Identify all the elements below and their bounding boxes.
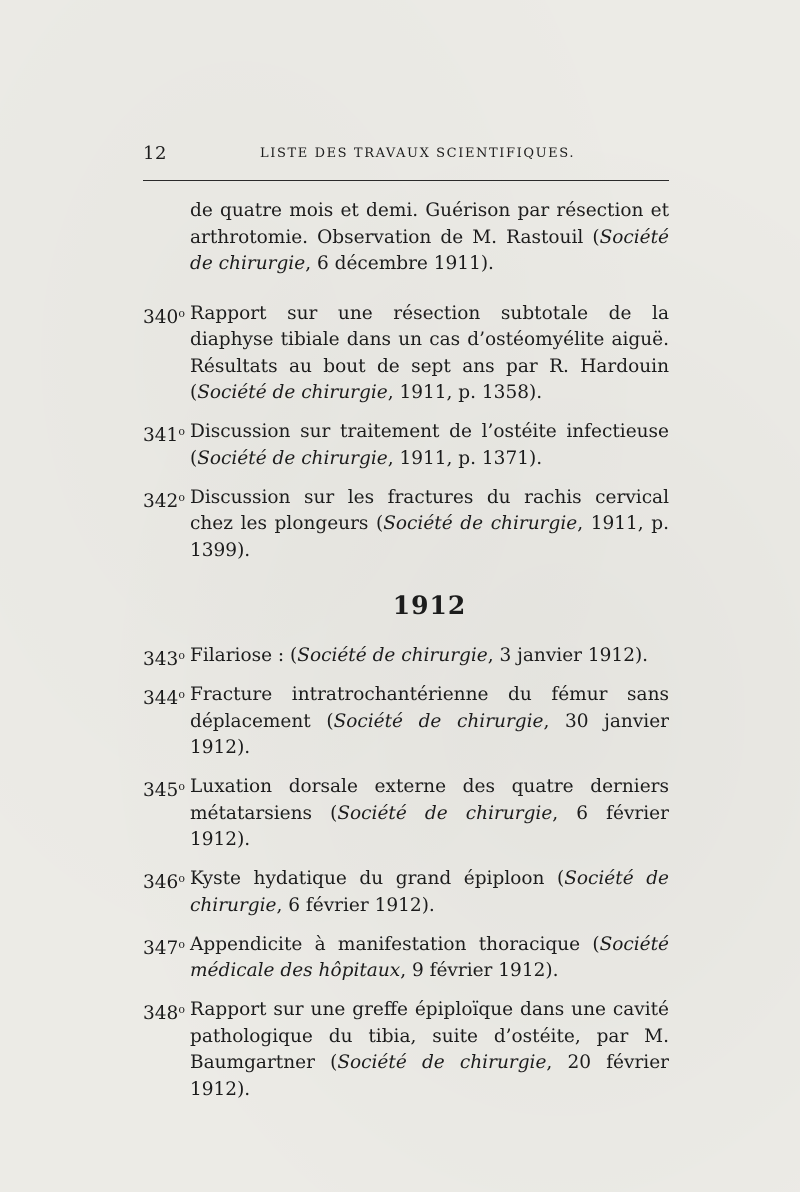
entry-text: , 1911, p. 1358). (387, 382, 543, 403)
entry-text: , 6 février 1912). (276, 894, 435, 916)
entry-number: 345$^o$ (143, 780, 185, 801)
bibliography-entry-342 (143, 485, 669, 565)
bibliography-entry-340 (143, 301, 669, 407)
entry-text: , 6 décembre 1911). (305, 253, 494, 274)
header-rule (143, 180, 669, 181)
entry-journal: Société de chirurgie (337, 802, 553, 824)
entry-journal: Société de chirurgie (297, 645, 488, 666)
bibliography-entry-347 (143, 932, 669, 985)
entry-number: 341$^o$ (143, 425, 185, 446)
entry-number: 343$^o$ (143, 649, 185, 670)
entry-text: Luxation dorsale externe des quatre derniers métatarsiens ( (190, 776, 669, 824)
document-body (143, 198, 669, 1116)
entry-text: Kyste hydatique du grand épiploon ( (190, 868, 565, 889)
entry-journal: Société de chirurgie (337, 1052, 547, 1073)
bibliography-entry-344 (143, 682, 669, 762)
entry-number: 342$^o$ (143, 490, 185, 512)
entry-text: Rapport sur une greffe épiploïque dans une cavité pathologique du tibia, suite d’ostéite, par M. Baumgartner ( (190, 999, 669, 1073)
page-number: 12 (143, 143, 167, 164)
entry-journal: Société de chirurgie (333, 710, 544, 732)
entry-text: , 30 janvier 1912). (190, 710, 669, 758)
bibliography-entry-345 (143, 774, 669, 854)
entry-number: 340$^o$ (143, 306, 185, 328)
entry-text: , 1911, p. 1399). (190, 513, 669, 561)
entry-journal: Société de chirurgie (197, 447, 388, 469)
continued-entry (143, 198, 669, 278)
entry-number: 348$^o$ (143, 1003, 185, 1024)
entry-number: 346$^o$ (143, 872, 185, 893)
entry-text: Filariose : ( (190, 645, 298, 666)
entry-text: , 20 février 1912). (190, 1052, 669, 1100)
entry-text: Discussion sur traitement de l’ostéite infectieuse ( (190, 421, 669, 469)
page-header (143, 143, 669, 165)
year-heading: 1912 (392, 591, 467, 620)
entry-text: Fracture intratrochantérienne du fémur sans déplacement ( (190, 684, 669, 732)
entry-number: 344$^o$ (143, 688, 185, 709)
entry-text: , 6 février 1912). (190, 802, 669, 850)
entry-text: Discussion sur les fractures du rachis cervical chez les plongeurs ( (190, 486, 669, 534)
entry-journal: Société de chirurgie (190, 226, 669, 274)
entry-journal: Société médicale des hôpitaux (190, 933, 669, 981)
entry-number: 347$^o$ (143, 937, 185, 959)
bibliography-entry-341 (143, 419, 669, 472)
entry-text: Appendicite à manifestation thoracique ( (190, 933, 600, 955)
running-head: LISTE DES TRAVAUX SCIENTIFIQUES. (260, 146, 576, 161)
entry-text: de quatre mois et demi. Guérison par résection et arthrotomie. Observation de M. Rastouil ( (190, 200, 669, 248)
bibliography-entry-343 (143, 643, 669, 670)
entry-journal: Société de chirurgie (383, 513, 578, 534)
entry-journal: Société de chirurgie (190, 868, 669, 916)
entry-text: , 3 janvier 1912). (487, 645, 649, 666)
entry-text: , 1911, p. 1371). (387, 447, 543, 469)
bibliography-entry-346 (143, 866, 669, 919)
bibliography-entry-348 (143, 997, 669, 1103)
entry-journal: Société de chirurgie (197, 382, 388, 403)
entry-text: , 9 février 1912). (400, 960, 559, 981)
entry-text: Rapport sur une résection subtotale de la diaphyse tibiale dans un cas d’ostéomyélite aiguë. Résultats au bout de sept ans par R. Hardouin ( (190, 302, 669, 403)
